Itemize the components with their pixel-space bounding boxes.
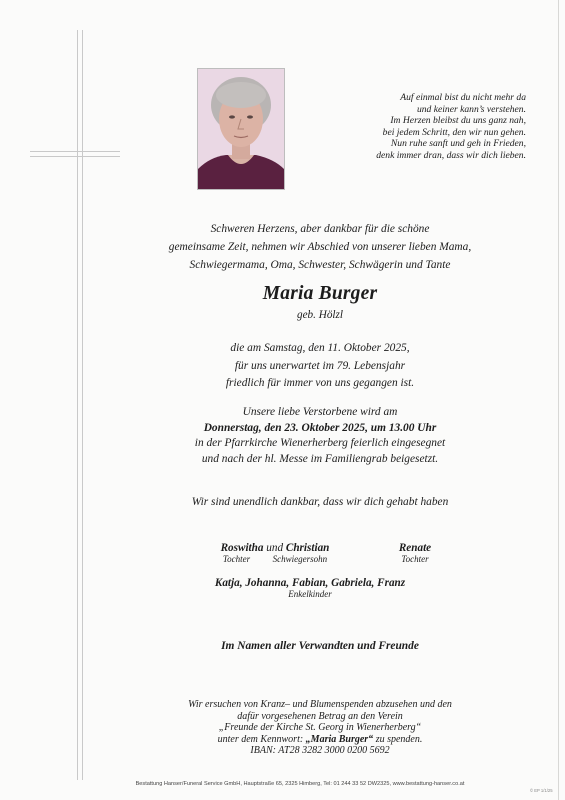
poem-line: denk immer dran, dass wir dich lieben. bbox=[376, 149, 526, 161]
mourner-role: Tochter bbox=[401, 554, 429, 564]
cross-line bbox=[82, 30, 83, 780]
funeral-date: Donnerstag, den 23. Oktober 2025, um 13.00 Uhr bbox=[203, 421, 437, 434]
donation-line: dafür vorgesehenen Betrag an den Verein bbox=[237, 710, 403, 722]
donation-line bbox=[120, 734, 520, 746]
intro-line: gemeinsame Zeit, nehmen wir Abschied von unserer lieben Mama, bbox=[168, 241, 472, 253]
mourner-group bbox=[180, 577, 440, 599]
document-code: © EP 1/1/25 bbox=[530, 788, 553, 793]
donation-text: unter dem Kennwort: bbox=[217, 733, 306, 745]
poem-line: und keiner kann’s verstehen. bbox=[416, 103, 526, 115]
poem-line: Im Herzen bleibst du uns ganz nah, bbox=[390, 115, 526, 127]
mourner-group bbox=[380, 542, 450, 564]
death-line: friedlich für immer von uns gegangen ist. bbox=[225, 377, 415, 389]
portrait-photo bbox=[197, 68, 285, 190]
poem-line: bei jedem Schritt, den wir nun gehen. bbox=[382, 126, 526, 138]
donation-keyword: „Maria Burger“ bbox=[305, 733, 374, 745]
page-edge bbox=[558, 0, 559, 800]
donation-line: Wir ersuchen von Kranz– und Blumenspenden abzusehen und den bbox=[188, 699, 452, 710]
death-notice bbox=[120, 340, 520, 393]
thanks-line: Wir sind unendlich dankbar, dass wir dich gehabt haben bbox=[191, 496, 449, 508]
birth-name: geb. Hölzl bbox=[297, 309, 343, 321]
mourner-role: Enkelkinder bbox=[288, 589, 332, 599]
funeral-home-footer: Bestattung Hanser/Funeral Service GmbH, Hauptstraße 65, 2325 Himberg, Tel: 01 244 33 52 DW2325, www.bestattung-hanser.co.at bbox=[135, 781, 465, 787]
donation-request bbox=[120, 699, 520, 757]
mourner-name: Renate bbox=[398, 542, 432, 554]
poem-line: Nun ruhe sanft und geh in Frieden, bbox=[390, 138, 526, 150]
cross-line bbox=[77, 30, 78, 780]
funeral-line: und nach der hl. Messe im Familiengrab beigesetzt. bbox=[201, 452, 439, 465]
mourner-role: Tochter Schwiegersohn bbox=[222, 554, 328, 564]
funeral-line: Unsere liebe Verstorbene wird am bbox=[242, 406, 398, 418]
funeral-details bbox=[120, 405, 520, 467]
family-line: Im Namen aller Verwandten und Freunde bbox=[221, 640, 419, 652]
intro-text bbox=[120, 220, 520, 274]
death-line: für uns unerwartet im 79. Lebensjahr bbox=[234, 359, 406, 372]
donation-text: zu spenden. bbox=[373, 733, 423, 745]
death-line: die am Samstag, den 11. Oktober 2025, bbox=[230, 342, 410, 354]
mourner-name: Christian bbox=[285, 542, 330, 554]
mourner-name: Roswitha bbox=[220, 542, 264, 554]
cross-line bbox=[30, 156, 120, 157]
poem-line: Auf einmal bist du nicht mehr da bbox=[400, 92, 526, 103]
deceased-name: Maria Burger bbox=[262, 283, 378, 304]
donation-iban: IBAN: AT28 3282 3000 0200 5692 bbox=[250, 745, 390, 756]
mourner-name: Katja, Johanna, Fabian, Gabriela, Franz bbox=[214, 577, 406, 589]
poem bbox=[300, 92, 526, 162]
intro-line: Schwiegermama, Oma, Schwester, Schwägerin und Tante bbox=[189, 259, 451, 271]
intro-line: Schweren Herzens, aber dankbar für die schöne bbox=[210, 223, 430, 235]
donation-line: „Freunde der Kirche St. Georg in Wienerherberg“ bbox=[218, 722, 422, 733]
funeral-line: in der Pfarrkirche Wienerherberg feierlich eingesegnet bbox=[194, 437, 446, 449]
mourner-conjunction: und bbox=[263, 542, 286, 554]
mourner-group bbox=[200, 542, 350, 564]
cross-line bbox=[30, 151, 120, 152]
